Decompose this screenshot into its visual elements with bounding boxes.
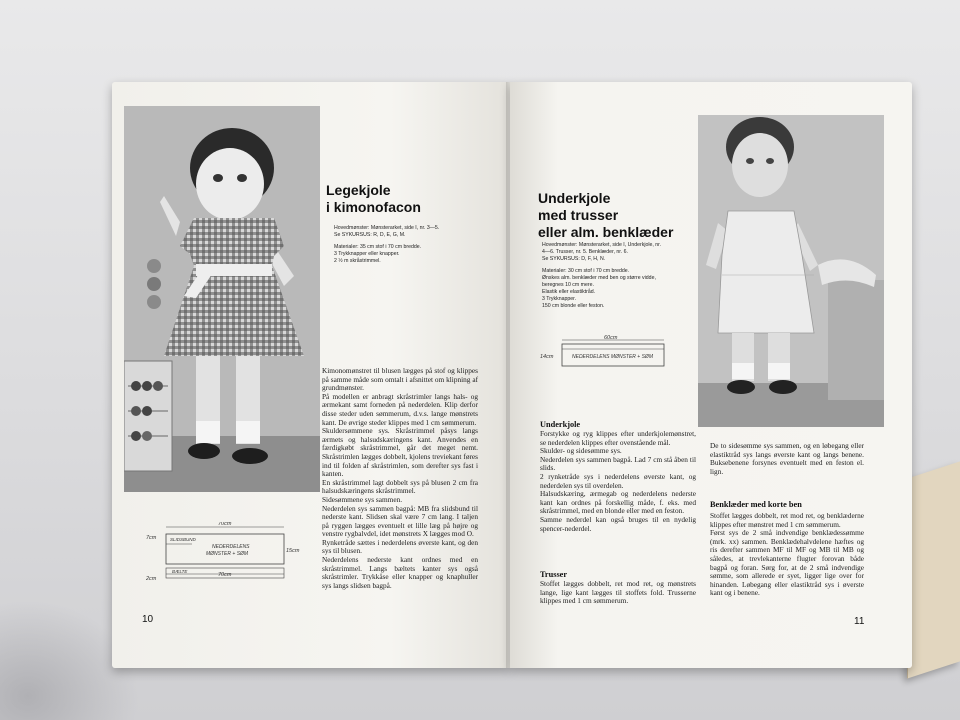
page-number-left: 10 [142,614,154,625]
diagram-label: NEDERDELENS [212,544,250,550]
body-paragraph: De to sidesømme sys sammen, og en løbegang eller elastiktråd sys langs øverste kant og langs benene. Buksebenene forsynes eventuelt med en feston el. lign. [710,441,864,476]
materials-line: 4—6. Trusser, nr. 5. Benklæder, nr. 6. [542,249,628,255]
diagram-label: BÆLTE [172,569,188,574]
diagram-label: 70cm [218,572,232,578]
materials-line: beregnes 10 cm mere. [542,282,594,288]
materials-line: Materialer: 35 cm stof i 70 cm bredde. [334,244,422,250]
body-paragraph: Rynketråde sættes i nederdelens øverste kant, og den sys til blusen. [322,537,478,556]
body-paragraph: Nederdelen sys sammen bagpå. Lad 7 cm stå åben til slids. [540,454,696,473]
side-paper [907,461,960,678]
diagram-label: 2cm [146,576,157,582]
left-title-line-2: i kimonofacon [326,199,421,215]
body-paragraph: Først sys de 2 små indvendige benklædessømme (mrk. xx) sammen. Benklædehalvdelene hæftes og ris derefter sammen MF til MF og MB til MB og således, at trevlekanterne flugter forovan både bagpå og foran. Sørg for, at de 2 små indvendige sømme, som allerede er syet, ligger lige over for hinanden. Løbegang eller elastiktråd sys i øverste kant og i benene. [710,528,864,598]
left-materials [334,225,439,265]
left-title [326,182,421,216]
doll-photo-dress [124,106,320,492]
right-materials [542,242,661,310]
body-paragraph: En skråstrimmel lagt dobbelt sys på blusen 2 cm fra halsudskæringens skråstrimmel. [322,477,478,496]
materials-line: 2 ½ m skråstrimmel. [334,258,381,264]
diagram-label: 70cm [218,522,232,527]
body-paragraph: Nederdelen sys sammen bagpå: MB fra slidsbund til nederste kant. Slidsen skal være 7 cm lang. I taljen på ryggen lægges eventuelt et lille læg på højre og venstre rygbalvdel, idet mønstrets X lægges mod O. [322,503,478,539]
trusser-heading: Trusser [540,570,568,579]
body-paragraph: Sidesømmene sys sammen. [322,494,403,504]
diagram-label: 15cm [286,548,300,554]
body-paragraph: 2 rynketråde sys i nederdelens øverste kant, og nederdelen sys til overdelen. [540,471,696,490]
left-body-text [322,367,478,590]
body-paragraph: Kimonomønstret til blusen lægges på stof og klippes på samme måde som omtalt i afsnittet om klipning af grundmønster. [322,366,478,393]
left-page [112,82,510,668]
underkjole-text [540,430,696,533]
materials-line: Elastik eller elastiktråd. [542,289,596,295]
right-column-text [710,442,864,476]
body-paragraph: Nederdelens nederste kant ordnes med en skråstrimmel. Langs bæltets kanter sys også skråstrimler. Trykkåse eller knapper og knaphuller sys langs slidsen bagpå. [322,555,478,590]
materials-line: Hovedmønster: Mønsterarket, side I, nr. 3—5. [334,225,440,231]
materials-line: Se SYKURSUS: R, D, E, G, M. [334,232,406,238]
underkjole-heading: Underkjole [540,420,581,429]
benklaeder-text [710,512,864,598]
diagram-label: SLIDSBUND [170,537,196,542]
body-paragraph: Skulder- og sidesømme sys. [540,446,622,456]
materials-line: Ønskes alm. benklæder med ben og større vidde, [542,275,656,281]
diagram-label: MØNSTER + SØM [206,551,249,557]
body-paragraph: Samme nederdel kan også bruges til en nydelig spencer-nederdel. [540,514,696,533]
body-paragraph: Halsudskæring, ærmegab og nederdelens nederste kant kan ordnes på forskellig måde, f. eks. med skråstrimmel, med en blonde eller med en feston. [540,489,696,516]
diagram-label: NEDERDELENS MØNSTER + SØM [572,354,653,360]
body-paragraph: På modellen er anbragt skråstrimler langs hals- og ærmekant samt forneden på nederdelen. Klip derfor disse steder uden sømmerum, d.v.s. lange mønstrets kant. De øvrige steder klippes med 1 cm sømmerum. [322,391,478,427]
doll-photo-slip [698,115,884,427]
materials-line: 3 Trykknapper. [542,296,577,302]
diagram-label: 14cm [540,354,554,360]
benklaeder-heading: Benklæder med korte ben [710,500,802,509]
body-paragraph: Stoffet lægges dobbelt, ret mod ret, og benklæderne klippes efter mønstret med 1 cm sømmerum. [710,511,864,529]
diagram-label: 7cm [146,535,157,541]
right-title [538,190,673,241]
underskirt-pattern-diagram [540,334,690,370]
trusser-text [540,580,696,606]
body-paragraph: Forstykke og ryg klippes efter underkjolemønstret, se nederdelen klippes efter ovenstående mål. [540,429,696,447]
body-paragraph: Skuldersømmene sys. Skråstrimmel påsys langs ærmets og halsudskæringens kant. Anvendes en færdigkøbt skråstrimmel, går det meget nemt. Skråstrimlen lægges dobbelt, kjolens treviekant føres ind til folden af skråstrimlen, som derefter sys fast i kanten. [322,426,478,479]
right-title-line-2: med trusser [538,207,619,223]
materials-line: 150 cm blonde eller feston. [542,303,605,309]
right-page [510,82,912,668]
materials-line: Se SYKURSUS: D, F, H, N. [542,256,606,262]
body-paragraph: Stoffet lægges dobbelt, ret mod ret, og mønstrets lange, lige kant lægges til stoffets fold. Trussernе klippes med 1 cm sømmerum. [540,579,696,606]
page-number-right: 11 [854,616,865,627]
right-title-line-3: eller alm. benklæder [538,224,674,240]
materials-line: Hovedmønster: Mønsterarket, side I, Underkjole, nr. [542,242,662,248]
right-title-line-1: Underkjole [538,190,611,206]
open-booklet [112,82,912,668]
left-title-line-1: Legekjole [326,182,391,198]
materials-line: 3 Trykknapper eller knapper. [334,251,400,257]
skirt-pattern-diagram [142,522,312,584]
materials-line: Materialer: 30 cm stof i 70 cm bredde. [542,268,630,274]
diagram-label: 60cm [604,335,618,341]
